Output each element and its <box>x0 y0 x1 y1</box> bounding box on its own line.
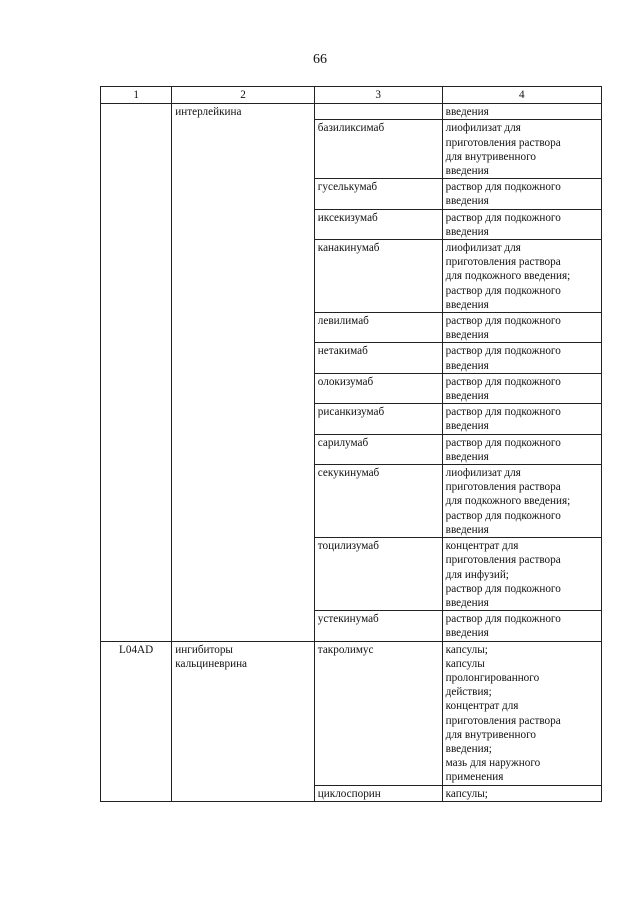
cell-line: лиофилизат для <box>445 242 521 255</box>
cell-line: раствор для подкожного <box>445 613 561 626</box>
table-row <box>101 104 602 120</box>
cell-line: приготовления раствора <box>445 256 561 269</box>
drug-name-cell: устекинумаб <box>314 611 442 641</box>
cell-line: введения <box>445 195 489 208</box>
cell-line: для подкожного введения; <box>445 270 571 283</box>
dosage-form-cell <box>442 465 601 538</box>
cell-line: введения; <box>445 742 492 755</box>
cell-line: мазь для наружного <box>445 757 541 770</box>
dosage-form-cell <box>442 209 601 239</box>
atc-code-cell: L04AD <box>101 641 172 801</box>
page-number: 66 <box>313 52 327 67</box>
cell-line: введения <box>445 165 489 178</box>
cell-line: раствор для подкожного <box>445 436 561 449</box>
group-name-cell <box>172 641 315 801</box>
cell-line: капсулы; <box>445 787 488 800</box>
cell-line: для внутривенного <box>445 150 536 163</box>
cell-line: раствор для подкожного <box>445 284 561 297</box>
cell-line: концентрат для <box>445 700 519 713</box>
cell-line: лиофилизат для <box>445 467 521 480</box>
cell-line: кальциневрина <box>175 657 248 670</box>
cell-line: раствор для подкожного <box>445 582 561 595</box>
dosage-form-cell <box>442 179 601 209</box>
drug-name-cell: циклоспорин <box>314 785 442 801</box>
cell-line: введения <box>445 450 489 463</box>
cell-line: введения <box>445 359 489 372</box>
drug-name-cell <box>314 104 442 120</box>
drug-name-cell: иксекизумаб <box>314 209 442 239</box>
dosage-form-cell <box>442 404 601 434</box>
drug-name-cell: базиликсимаб <box>314 120 442 179</box>
cell-line: раствор для подкожного <box>445 375 561 388</box>
cell-line: приготовления раствора <box>445 714 561 727</box>
drug-name-cell: такролимус <box>314 641 442 785</box>
cell-line: лиофилизат для <box>445 122 521 135</box>
dosage-form-cell <box>442 104 601 120</box>
cell-line: ингибиторы <box>175 643 233 656</box>
header-col-3: 3 <box>314 87 442 104</box>
cell-line: приготовления раствора <box>445 481 561 494</box>
dosage-form-cell <box>442 611 601 641</box>
cell-line: введения <box>445 390 489 403</box>
cell-line: раствор для подкожного <box>445 406 561 419</box>
cell-line: раствор для подкожного <box>445 345 561 358</box>
cell-line: раствор для подкожного <box>445 315 561 328</box>
group-name-cell: интерлейкина <box>172 104 315 641</box>
dosage-form-cell <box>442 313 601 343</box>
drug-name-cell: нетакимаб <box>314 343 442 373</box>
cell-line: приготовления раствора <box>445 136 561 149</box>
drug-name-cell: гуселькумаб <box>314 179 442 209</box>
header-col-2: 2 <box>172 87 315 104</box>
cell-line: капсулы <box>445 657 485 670</box>
drug-name-cell: секукинумаб <box>314 465 442 538</box>
cell-line: раствор для подкожного <box>445 211 561 224</box>
drug-name-cell: левилимаб <box>314 313 442 343</box>
cell-line: введения <box>445 225 489 238</box>
header-col-1: 1 <box>101 87 172 104</box>
dosage-form-cell <box>442 641 601 785</box>
cell-line: введения <box>445 420 489 433</box>
drug-name-cell: сарилумаб <box>314 434 442 464</box>
cell-line: введения <box>445 523 489 536</box>
table-row <box>101 641 602 785</box>
cell-line: приготовления раствора <box>445 554 561 567</box>
drug-table <box>100 86 602 802</box>
drug-name-cell: рисанкизумаб <box>314 404 442 434</box>
header-row <box>101 87 602 104</box>
dosage-form-cell <box>442 434 601 464</box>
drug-name-cell: канакинумаб <box>314 240 442 313</box>
cell-line: введения <box>445 106 489 119</box>
dosage-form-cell <box>442 373 601 403</box>
dosage-form-cell <box>442 785 601 801</box>
dosage-form-cell <box>442 240 601 313</box>
cell-line: концентрат для <box>445 540 519 553</box>
cell-line: для внутривенного <box>445 728 536 741</box>
cell-line: для инфузий; <box>445 568 509 581</box>
cell-line: введения <box>445 329 489 342</box>
cell-line: введения <box>445 627 489 640</box>
cell-line: действия; <box>445 686 492 699</box>
dosage-form-cell <box>442 343 601 373</box>
cell-line: раствор для подкожного <box>445 509 561 522</box>
cell-line: введения <box>445 298 489 311</box>
atc-code-cell <box>101 104 172 641</box>
drug-name-cell: тоцилизумаб <box>314 538 442 611</box>
cell-line: применения <box>445 771 504 784</box>
cell-line: раствор для подкожного <box>445 181 561 194</box>
dosage-form-cell <box>442 538 601 611</box>
cell-line: введения <box>445 596 489 609</box>
header-col-4: 4 <box>442 87 601 104</box>
cell-line: пролонгированного <box>445 671 540 684</box>
dosage-form-cell <box>442 120 601 179</box>
drug-name-cell: олокизумаб <box>314 373 442 403</box>
cell-line: капсулы; <box>445 643 488 656</box>
cell-line: для подкожного введения; <box>445 495 571 508</box>
